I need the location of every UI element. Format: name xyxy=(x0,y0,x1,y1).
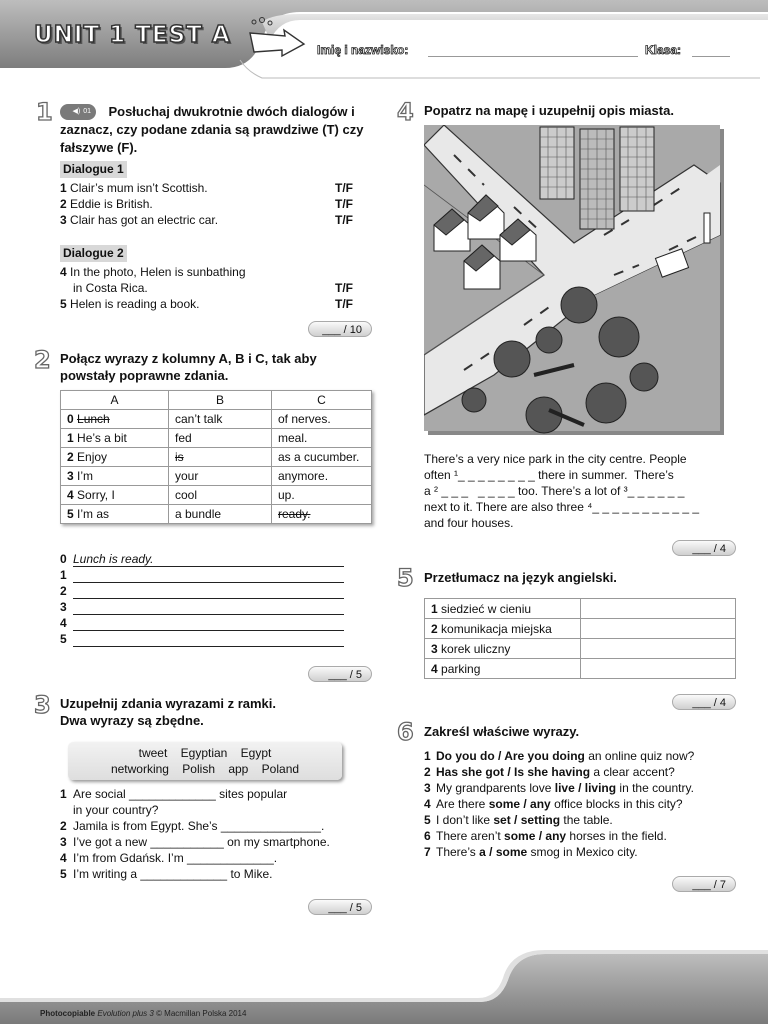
table-row: 4 parking xyxy=(425,659,736,679)
exercise-5-instruction: Przetłumacz na język angielski. xyxy=(424,570,617,585)
exercise-3-instruction: Uzupełnij zdania wyrazami z ramki. Dwa wyrazy są zbędne. xyxy=(60,696,277,728)
answer-cell[interactable] xyxy=(581,619,736,639)
class-label: Klasa: xyxy=(645,43,682,57)
exercise-2-number: 2 xyxy=(34,346,51,374)
exercise-2-answers: 0 Lunch is ready. 1 2 3 4 5 xyxy=(60,551,344,647)
word-box: tweet Egyptian Egypt networking Polish app Poland xyxy=(68,742,342,780)
exercise-4-score[interactable]: ___ / 4 xyxy=(672,540,736,556)
exercise-4-text: There’s a very nice park in the city centre. People often ¹_ _ _ _ _ _ _ _ there in summer. There’s a ² _ _ _ _ _ _ _ too. There’s a lot of ³_ _ _ _ _ _ next to it. There are also three ⁴_ _ _ _ _ _ _ _ _ _ _ and four houses. xyxy=(424,452,700,530)
exercise-1-instruction: ◀) 01 Posłuchaj dwukrotnie dwóch dialogów i zaznacz, czy podane zdania są prawdziwe (T) czy fałszywe (F). xyxy=(60,104,364,155)
tf-option[interactable]: T/F xyxy=(335,181,353,195)
answer-line[interactable] xyxy=(73,583,344,599)
choice-option[interactable]: a / some xyxy=(479,845,528,859)
exercise-1-number: 1 xyxy=(36,98,53,126)
footer-text: Photocopiable Evolution plus 3 © Macmillan Polska 2014 xyxy=(40,1009,247,1018)
exercise-1-list-a: 1 Clair’s mum isn’t Scottish. T/F 2 Eddie is British. T/F 3 Clair has got an electric car. T/F xyxy=(60,181,353,227)
audio-track: 01 xyxy=(83,107,91,115)
tf-option[interactable]: T/F xyxy=(335,197,353,211)
answer-line[interactable] xyxy=(73,599,344,615)
audio-speaker-icon[interactable]: ◀) 01 xyxy=(60,104,96,120)
exercise-4-number: 4 xyxy=(397,98,414,126)
answer-line[interactable] xyxy=(73,567,344,583)
tf-option[interactable]: T/F xyxy=(335,213,353,227)
tf-option[interactable]: T/F xyxy=(335,281,353,295)
table-row: 2 Enjoy is as a cucumber. xyxy=(61,448,372,467)
exercise-1-score[interactable]: ___ / 10 xyxy=(308,321,372,337)
tf-option[interactable]: T/F xyxy=(335,297,353,311)
class-field[interactable] xyxy=(692,56,730,57)
exercise-3-number: 3 xyxy=(34,691,51,719)
page-title: UNIT 1 TEST A xyxy=(34,22,231,48)
exercise-6-instruction: Zakreśl właściwe wyrazy. xyxy=(424,724,580,739)
exercise-3-list: 1 Are social _____________ sites popular in your country? 2 Jamila is from Egypt. She’s _______________. 3 I’ve got a new ___________ on my smartphone. 4 I’m from Gdańsk. I’m _____________. 5 I’m writing a _____________ to Mike. xyxy=(60,787,330,881)
translation-table xyxy=(424,598,736,679)
choice-option[interactable]: some / any xyxy=(504,829,567,843)
table-row: 1 He’s a bit fed meal. xyxy=(61,429,372,448)
answer-cell[interactable] xyxy=(581,659,736,679)
choice-option[interactable]: Do you do / Are you doing xyxy=(436,749,585,763)
table-row: 3 korek uliczny xyxy=(425,639,736,659)
exercise-6-score[interactable]: ___ / 7 xyxy=(672,876,736,892)
exercise-5-number: 5 xyxy=(397,564,414,592)
exercise-5-score[interactable]: ___ / 4 xyxy=(672,694,736,710)
table-row: 3 I’m your anymore. xyxy=(61,467,372,486)
table-row: 1 siedzieć w cieniu xyxy=(425,599,736,619)
table-row: 2 komunikacja miejska xyxy=(425,619,736,639)
exercise-2-score[interactable]: ___ / 5 xyxy=(308,666,372,682)
exercise-4-instruction: Popatrz na mapę i uzupełnij opis miasta. xyxy=(424,103,674,118)
matching-table: A B C 0 Lunch can’t talk of nerves. 1 He’s a bit fed meal. 2 Enjoy is as a cucumber. 3 I’m your anymore. 4 Sorry, I cool up. 5 I’m as a bundle ready. xyxy=(60,390,372,524)
answer-cell[interactable] xyxy=(581,639,736,659)
exercise-6-list: 1 Do you do / Are you doing an online quiz now? 2 Has she got / Is she having a clear accent? 3 My grandparents love live / living in the country. 4 Are there some / any office blocks in this city? 5 I don’t like set / setting the table. 6 There aren’t some / any horses in the field. 7 There’s a / some smog in Mexico city. xyxy=(424,749,695,859)
example-answer: Lunch is ready. xyxy=(73,551,344,567)
choice-option[interactable]: set / setting xyxy=(493,813,561,827)
choice-option[interactable]: some / any xyxy=(488,797,551,811)
dialogue-1-label: Dialogue 1 xyxy=(60,161,127,178)
table-row: 0 Lunch can’t talk of nerves. xyxy=(61,410,372,429)
choice-option[interactable]: Has she got / Is she having xyxy=(436,765,591,779)
table-row: 4 Sorry, I cool up. xyxy=(61,486,372,505)
exercise-1-list-b: 4 In the photo, Helen is sunbathing in Costa Rica. T/F 5 Helen is reading a book. T/F xyxy=(60,265,353,311)
answer-cell[interactable] xyxy=(581,599,736,619)
choice-option[interactable]: live / living xyxy=(554,781,617,795)
exercise-2-instruction: Połącz wyrazy z kolumny A, B i C, tak aby powstały poprawne zdania. xyxy=(60,351,317,383)
table-row: 5 I’m as a bundle ready. xyxy=(61,505,372,524)
answer-line[interactable] xyxy=(73,631,344,647)
city-map-image xyxy=(424,125,724,435)
name-label: Imię i nazwisko: xyxy=(317,43,409,57)
name-field[interactable] xyxy=(428,56,638,57)
exercise-6-number: 6 xyxy=(397,718,414,746)
dialogue-2-label: Dialogue 2 xyxy=(60,245,127,262)
answer-line[interactable] xyxy=(73,615,344,631)
exercise-3-score[interactable]: ___ / 5 xyxy=(308,899,372,915)
